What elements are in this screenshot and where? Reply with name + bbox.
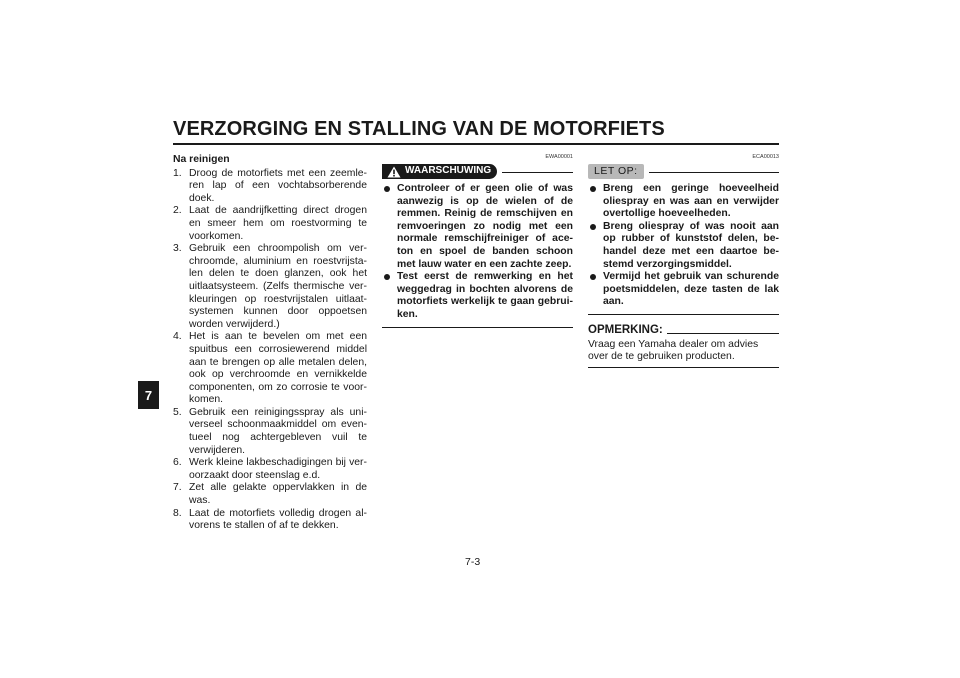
title-rule bbox=[173, 143, 779, 145]
note-label: OPMERKING: bbox=[588, 323, 663, 336]
warning-banner-line bbox=[502, 172, 573, 173]
note-text: Vraag een Yamaha dealer om advies over de te gebruiken producten. bbox=[588, 338, 759, 363]
list-item bbox=[173, 168, 367, 206]
page-title: VERZORGING EN STALLING VAN DE MOTORFIETS bbox=[173, 118, 665, 140]
caution-badge: LET OP: bbox=[588, 164, 644, 179]
caution-code: ECA00013 bbox=[752, 154, 779, 160]
step-text: Werk kleine lakbeschadigingen bij veroorzaakt door steenslag e.d. bbox=[189, 457, 367, 481]
step-number: 1. bbox=[173, 167, 182, 179]
warning-badge bbox=[382, 164, 497, 179]
list-item bbox=[588, 271, 779, 309]
warning-end-rule bbox=[382, 327, 573, 328]
step-text: Gebruik een chroompolish om verchroomde, aluminium en roestvrijstalen delen te doen glanzen, ook het uitlaatsysteem. (Zelfs thermische verkleuringen op roestvrijstalen uitlaatsystemen kunnen door oppoetsen worden verwijderd.) bbox=[189, 243, 367, 330]
caution-banner bbox=[588, 164, 779, 179]
step-number: 6. bbox=[173, 457, 182, 469]
warning-item-text: Controleer of er geen olie of was aanwezig is op de wielen of de remmen. Reinig de remschijven en remvoeringen zo nodig met een normale remschijfreiniger of aceton en spoel de banden schoon met lauw water en een zachte zeep. bbox=[397, 183, 573, 270]
list-item bbox=[173, 407, 367, 457]
list-item bbox=[382, 183, 573, 271]
step-number: 3. bbox=[173, 243, 182, 255]
warning-banner bbox=[382, 164, 573, 179]
step-number: 2. bbox=[173, 205, 182, 217]
list-item bbox=[173, 482, 367, 507]
caution-item-text: Breng oliespray of was nooit aan op rubber of kunststof delen, behandel deze met een daartoe bestemd verzorgingsmiddel. bbox=[603, 220, 779, 270]
chapter-tab: 7 bbox=[138, 381, 159, 409]
caution-item-text: Breng een geringe hoeveelheid oliespray en was aan en verwijder overtollige hoeveelheden. bbox=[603, 183, 779, 220]
warning-item-text: Test eerst de remwerking en het weggedrag in bochten alvorens de motorfiets werkelijk te gaan gebruiken. bbox=[397, 271, 573, 320]
caution-item-text: Vermijd het gebruik van schurende poetsmiddelen, deze tasten de lak aan. bbox=[603, 271, 779, 308]
list-item bbox=[382, 271, 573, 321]
bullet-icon bbox=[590, 186, 596, 192]
warning-code: EWA00001 bbox=[545, 154, 573, 160]
step-text: Gebruik een reinigingsspray als universeel schoonmaakmiddel om eventueel nog achtergebleven vuil te verwijderen. bbox=[189, 406, 367, 456]
list-item bbox=[173, 331, 367, 407]
cleaning-column bbox=[173, 154, 367, 533]
list-item bbox=[173, 243, 367, 331]
bullet-icon bbox=[590, 274, 596, 280]
bullet-icon bbox=[590, 224, 596, 230]
caution-column bbox=[588, 154, 779, 368]
list-item bbox=[173, 205, 367, 243]
step-text: Droog de motorfiets met een zeemleren lap of een vochtabsorberende doek. bbox=[189, 167, 367, 204]
section-heading: Na reinigen bbox=[173, 154, 230, 165]
step-text: Laat de motorfiets volledig drogen alvorens te stallen of af te dekken. bbox=[189, 507, 367, 532]
step-number: 7. bbox=[173, 482, 182, 494]
step-text: Zet alle gelakte oppervlakken in de was. bbox=[189, 482, 367, 507]
list-item bbox=[588, 221, 779, 271]
list-item bbox=[588, 183, 779, 221]
warning-label: WAARSCHUWING bbox=[405, 165, 492, 177]
page-number: 7-3 bbox=[465, 556, 481, 568]
caution-list bbox=[588, 183, 779, 309]
step-text: Het is aan te bevelen om met een spuitbus een corrosiewerend middel aan te brengen op alle metalen delen, ook op verchroomde en vernikkelde componenten, om zo corrosie te voorkomen. bbox=[189, 331, 367, 406]
caution-banner-line bbox=[649, 172, 779, 173]
list-item bbox=[173, 457, 367, 482]
step-number: 5. bbox=[173, 406, 182, 418]
steps-list bbox=[173, 168, 367, 533]
list-item bbox=[173, 508, 367, 533]
bullet-icon bbox=[384, 186, 390, 192]
warning-column bbox=[382, 154, 573, 328]
step-number: 4. bbox=[173, 331, 182, 343]
step-text: Laat de aandrijfketting direct drogen en smeer hem om roestvorming te voorkomen. bbox=[189, 205, 367, 242]
note-header-line bbox=[667, 333, 779, 334]
warning-list bbox=[382, 183, 573, 322]
warning-triangle-icon bbox=[387, 166, 401, 178]
caution-end-rule bbox=[588, 314, 779, 315]
note-end-rule bbox=[588, 367, 779, 368]
note-header bbox=[588, 324, 779, 337]
bullet-icon bbox=[384, 274, 390, 280]
step-number: 8. bbox=[173, 507, 182, 519]
